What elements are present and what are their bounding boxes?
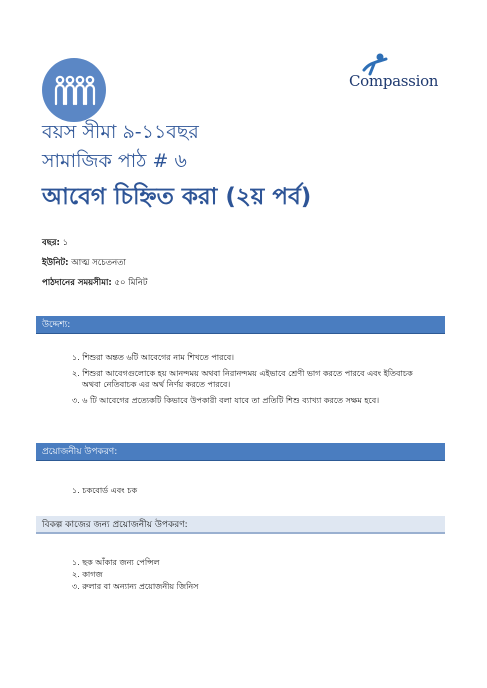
list-item: ১. চকবোর্ড এবং চক xyxy=(72,486,138,495)
page-title: আবেগ চিহ্নিত করা (২য় পর্ব) xyxy=(42,184,312,210)
list-item: ৩. ৬ টি আবেগের প্রত্যেকটি কিভাবে উপকারী বলা যাবে তা প্রতিটি শিশু ব্যাখ্যা করতে সক্ষম হবে। xyxy=(72,396,380,405)
alt-materials-list xyxy=(72,557,198,593)
unit-row xyxy=(42,256,126,270)
objectives-list xyxy=(72,352,413,411)
time-value: ৫০ মিনিট xyxy=(114,278,148,288)
list-item-continuation: অথবা নেতিবাচক এর অর্থ নির্ণয় করতে পারবে। xyxy=(82,380,231,389)
year-label: বছর: xyxy=(42,238,60,248)
list-item: ২. শিশুরা আবেগগুলোকে হয় আনন্দময় অথবা নিরানন্দময় এইভাবে শ্রেণী ভাগ করতে পারবে এবং ইতিবাচক xyxy=(72,369,413,378)
alt-materials-heading: বিকল্প কাজের জন্য প্রয়োজনীয় উপকরণ: xyxy=(36,516,445,534)
age-range-heading: বয়স সীমা ৯-১১বছর xyxy=(42,121,199,143)
unit-label: ইউনিট: xyxy=(42,258,69,268)
list-item: ১. শিশুরা অন্তত ৬টি আবেগের নাম শিখতে পারবে। xyxy=(72,353,235,362)
people-group-icon xyxy=(42,58,106,122)
year-value: ১ xyxy=(62,238,69,248)
materials-list xyxy=(72,485,137,501)
year-row xyxy=(42,236,68,250)
unit-value: আত্ম সচেতনতা xyxy=(71,258,127,268)
objectives-heading: উদ্দেশ্য: xyxy=(36,316,445,334)
compassion-wordmark: Compassion xyxy=(349,72,439,90)
list-item: ১. ছক আঁকার জন্য পেন্সিল xyxy=(72,558,160,567)
materials-heading: প্রয়োজনীয় উপকরণ: xyxy=(36,443,445,461)
list-item: ২. কাগজ xyxy=(72,570,103,579)
list-item: ৩. রুলার বা অন্যান্য প্রয়োজনীয় জিনিস xyxy=(72,582,199,591)
time-label: পাঠদানের সময়সীমা: xyxy=(42,278,112,288)
time-row xyxy=(42,276,148,290)
lesson-number-heading: সামাজিক পাঠ # ৬ xyxy=(42,150,187,172)
compassion-logo xyxy=(346,58,446,98)
